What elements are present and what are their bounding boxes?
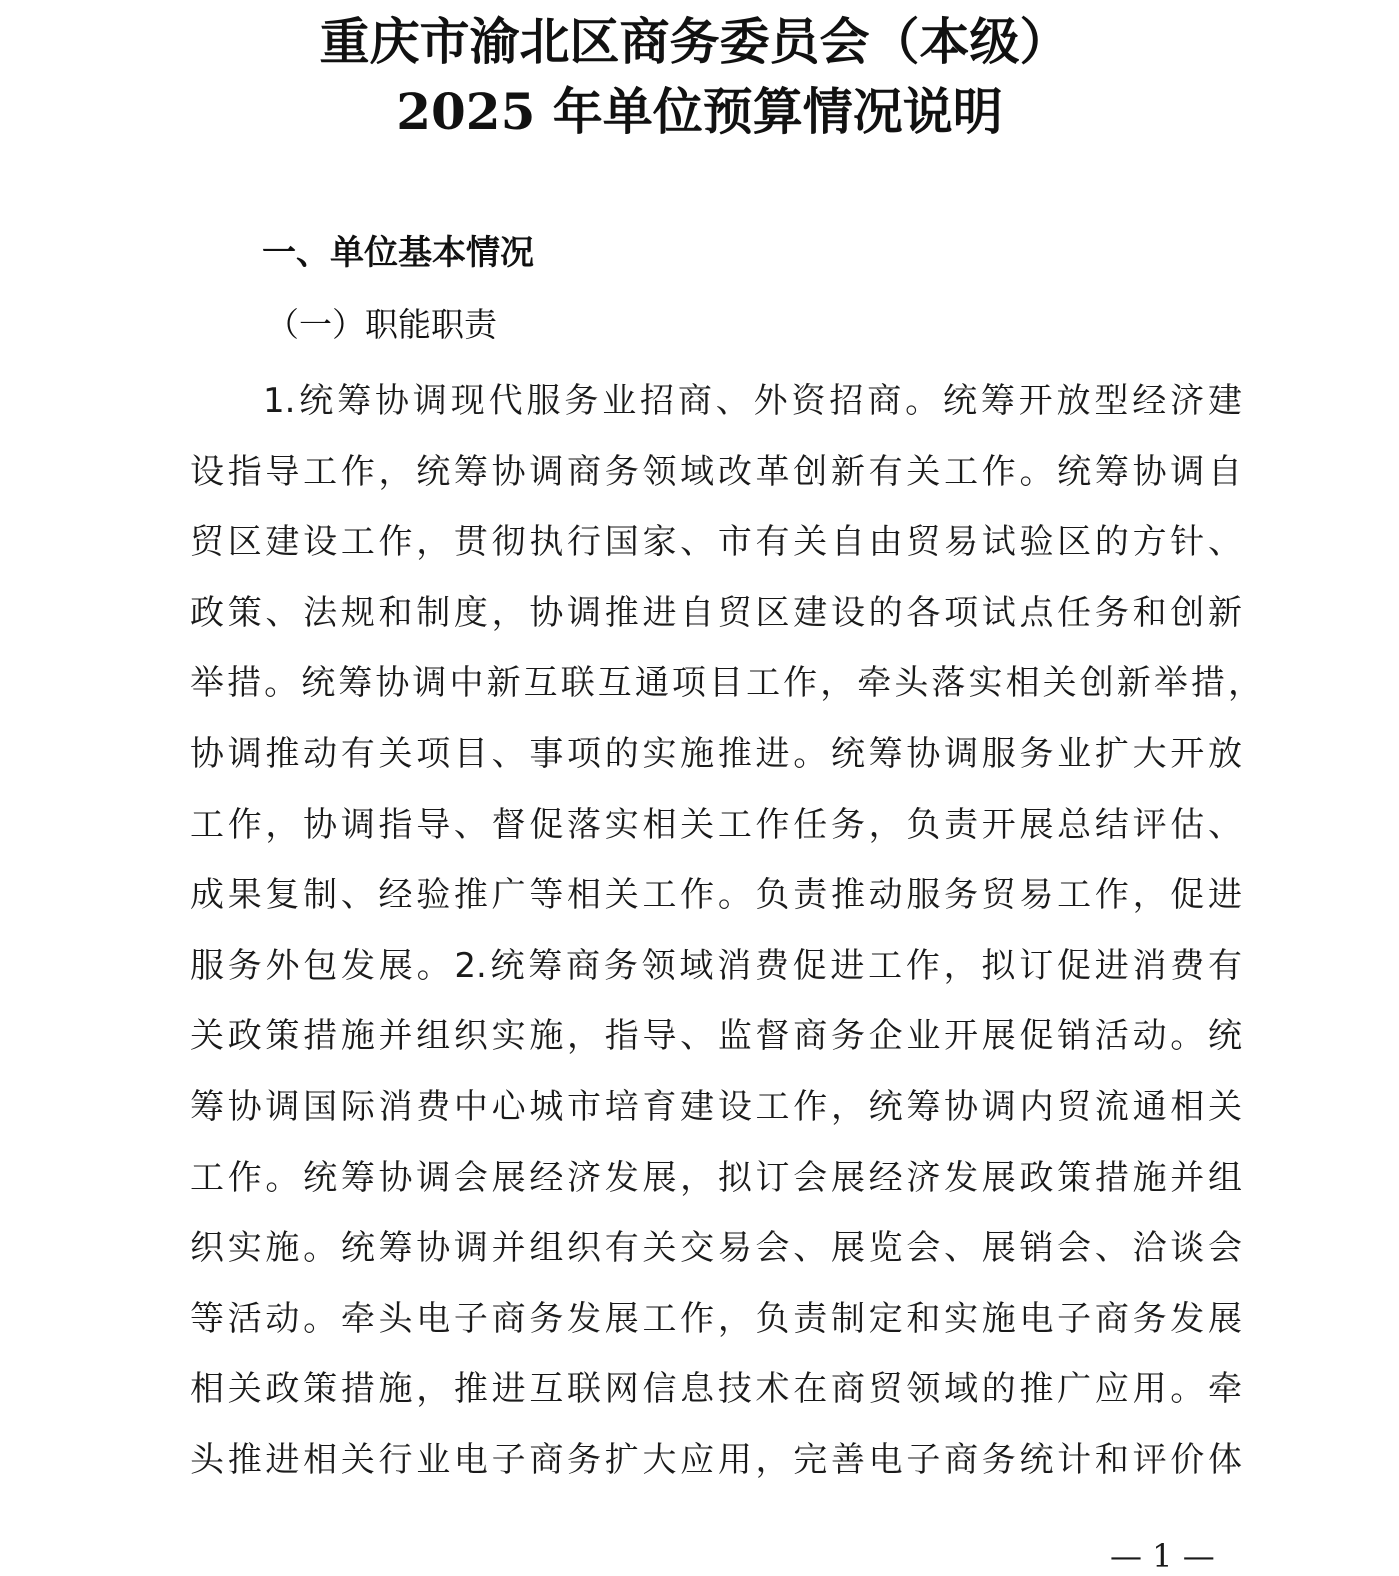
body-line: 成果复制、经验推广等相关工作。负责推动服务贸易工作，促进 <box>190 875 1242 916</box>
document-title-line-1: 重庆市渝北区商务委员会（本级） <box>319 12 1070 71</box>
body-line: 相关政策措施，推进互联网信息技术在商贸领域的推广应用。牵 <box>190 1369 1242 1410</box>
body-line: 服务外包发展。2.统筹商务领域消费促进工作，拟订促进消费有 <box>190 945 1242 986</box>
body-line: 政策、法规和制度，协调推进自贸区建设的各项试点任务和创新 <box>190 592 1242 633</box>
body-line: 1.统筹协调现代服务业招商、外资招商。统筹开放型经济建 <box>263 381 1242 421</box>
body-line: 等活动。牵头电子商务发展工作，负责制定和实施电子商务发展 <box>190 1298 1242 1339</box>
body-line: 关政策措施并组织实施，指导、监督商务企业开展促销活动。统 <box>190 1016 1242 1057</box>
body-line: 贸区建设工作，贯彻执行国家、市有关自由贸易试验区的方针、 <box>190 522 1242 563</box>
body-line: 织实施。统筹协调并组织有关交易会、展览会、展销会、洽谈会 <box>190 1228 1242 1269</box>
body-line: 头推进相关行业电子商务扩大应用，完善电子商务统计和评价体 <box>190 1439 1242 1480</box>
body-line: 工作。统筹协调会展经济发展，拟订会展经济发展政策措施并组 <box>190 1157 1242 1198</box>
body-line: 设指导工作，统筹协调商务领域改革创新有关工作。统筹协调自 <box>190 451 1242 492</box>
body-line: 协调推动有关项目、事项的实施推进。统筹协调服务业扩大开放 <box>190 733 1242 774</box>
page-number: — 1 — <box>1110 1537 1215 1575</box>
body-line: 工作，协调指导、督促落实相关工作任务，负责开展总结评估、 <box>190 804 1242 845</box>
document-title-line-2: 2025 年单位预算情况说明 <box>396 82 1003 141</box>
section-heading: 一、单位基本情况 <box>262 233 534 273</box>
body-line: 举措。统筹协调中新互联互通项目工作，牵头落实相关创新举措， <box>190 663 1262 704</box>
body-line: 筹协调国际消费中心城市培育建设工作，统筹协调内贸流通相关 <box>190 1086 1242 1127</box>
body-paragraph <box>190 366 1262 1496</box>
subsection-heading: （一）职能职责 <box>266 305 497 344</box>
